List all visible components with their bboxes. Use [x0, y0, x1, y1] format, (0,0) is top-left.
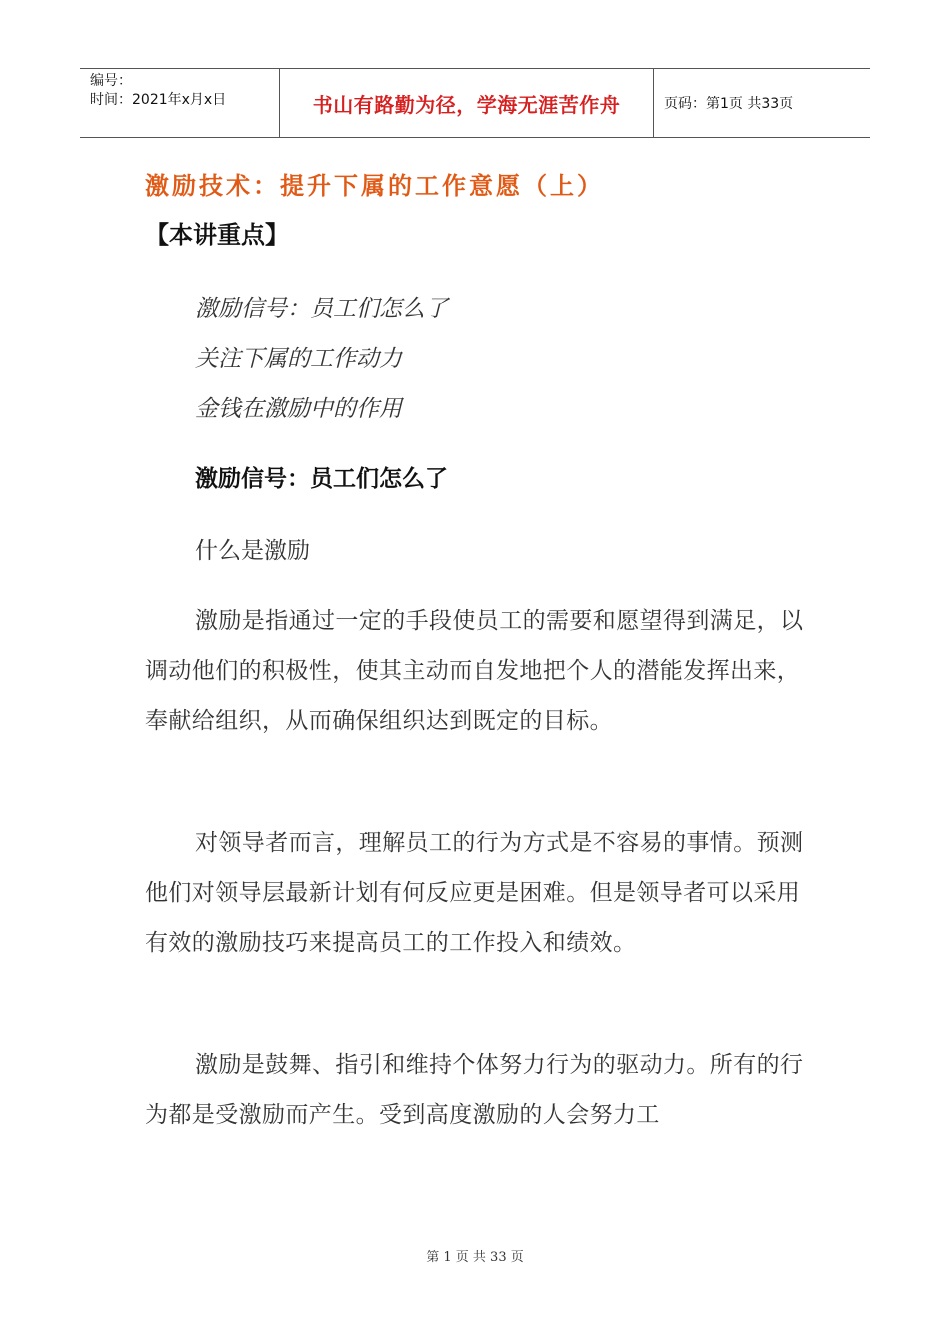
key-points-heading: 【本讲重点】 [145, 220, 289, 249]
document-title: 激励技术：提升下属的工作意愿（上） [145, 171, 604, 200]
key-point-item: 激励信号：员工们怎么了 [195, 296, 448, 322]
page-footer: 第 1 页 共 33 页 [426, 1250, 524, 1265]
subheading: 什么是激励 [195, 538, 310, 564]
key-point-item: 金钱在激励中的作用 [195, 396, 402, 422]
page-header [80, 68, 870, 138]
number-label: 编号： [90, 73, 132, 89]
paragraph: 激励是鼓舞、指引和维持个体努力行为的驱动力。所有的行为都是受激励而产生。受到高度激励的人会努力工 [145, 1052, 804, 1128]
header-meta [80, 69, 280, 137]
header-page-info: 页码：第1页 共33页 [664, 96, 794, 112]
key-point-item: 关注下属的工作动力 [195, 346, 402, 372]
header-motto: 书山有路勤为径，学海无涯苦作舟 [280, 69, 654, 137]
paragraph: 对领导者而言，理解员工的行为方式是不容易的事情。预测他们对领导层最新计划有何反应更是困难。但是领导者可以采用有效的激励技巧来提高员工的工作投入和绩效。 [145, 830, 804, 956]
section-heading: 激励信号：员工们怎么了 [195, 466, 448, 492]
date-label: 时间：2021年x月x日 [90, 92, 227, 108]
paragraph: 激励是指通过一定的手段使员工的需要和愿望得到满足，以调动他们的积极性，使其主动而自发地把个人的潜能发挥出来，奉献给组织，从而确保组织达到既定的目标。 [145, 608, 804, 734]
